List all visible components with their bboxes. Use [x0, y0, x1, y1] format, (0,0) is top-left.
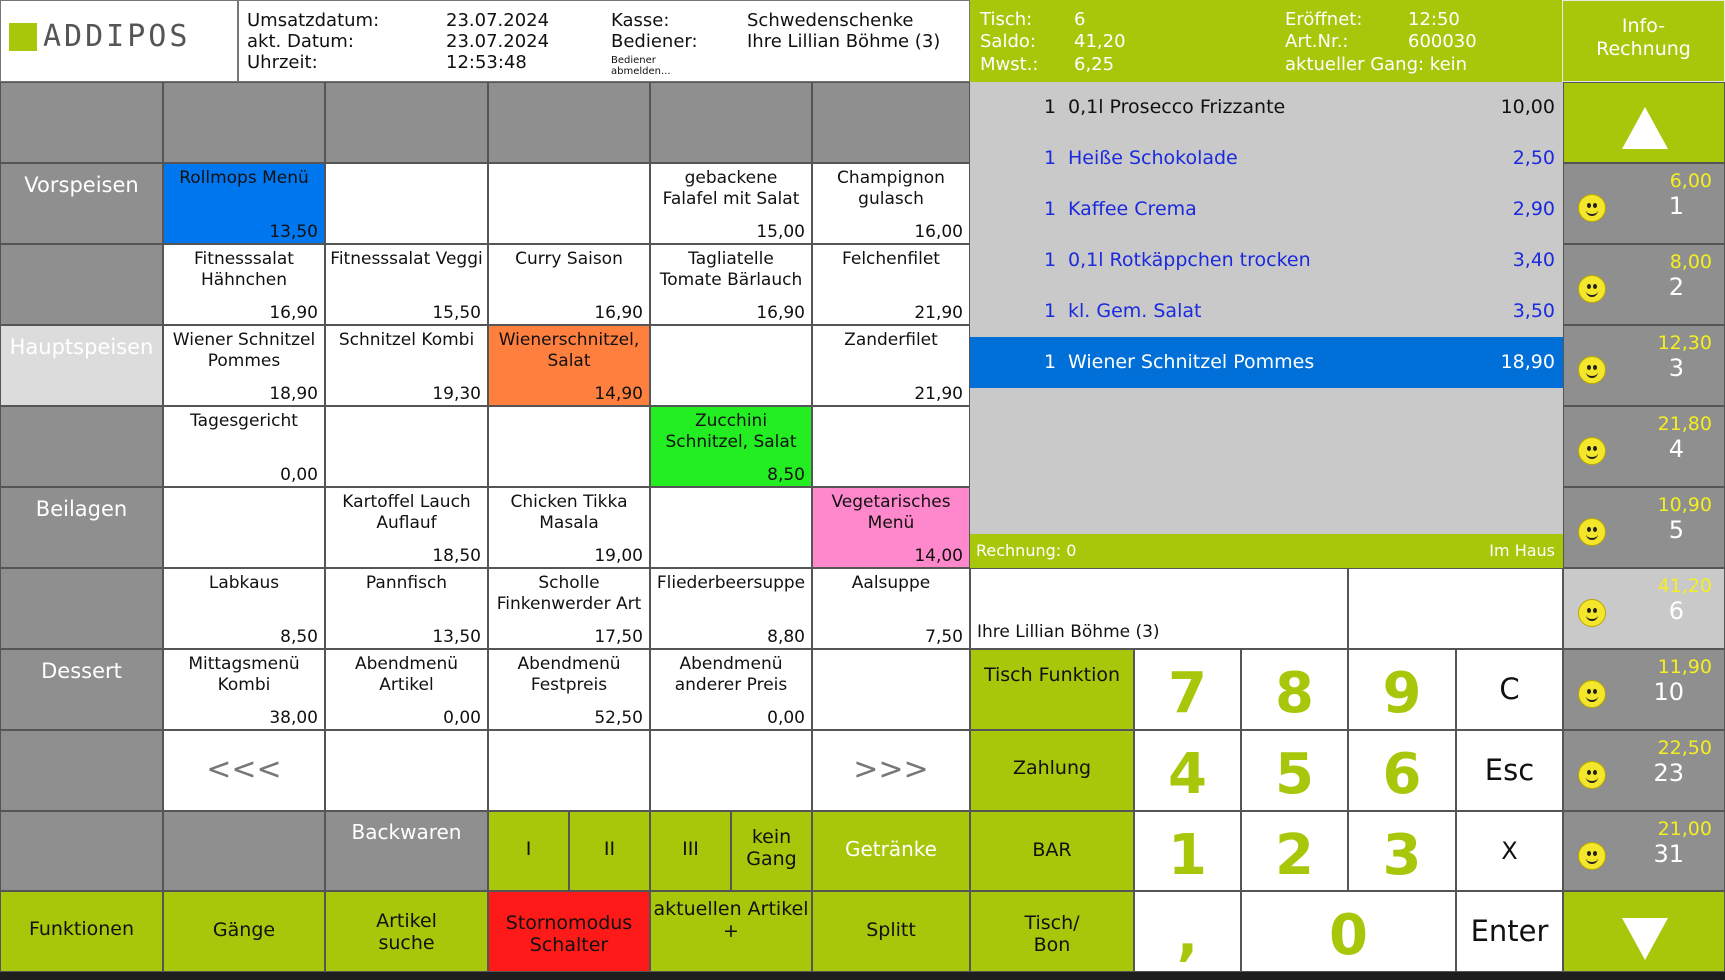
im-haus-label: Im Haus [1489, 541, 1555, 560]
article-name: Vegetarisches Menü [831, 492, 951, 533]
category-dessert[interactable] [0, 649, 163, 730]
order-price: 3,40 [1512, 249, 1555, 271]
funktionen-button[interactable] [0, 891, 163, 972]
table-tab[interactable] [1563, 325, 1725, 406]
category-label: Beilagen [35, 497, 128, 521]
order-status-bar [970, 534, 1563, 568]
order-name: 0,1l Rotkäppchen trocken [1068, 249, 1311, 271]
key-4-label: 4 [1168, 742, 1207, 807]
smiley-mouth [1586, 775, 1598, 783]
article-button[interactable] [812, 649, 970, 730]
addipos-logo [0, 0, 238, 82]
category-empty [0, 244, 163, 325]
smiley-mouth [1586, 289, 1598, 297]
tisch-bon-label: Tisch/ Bon [1024, 912, 1080, 956]
splitt-label: Splitt [866, 919, 916, 941]
table-number: 4 [1668, 435, 1684, 463]
backwaren-button[interactable] [325, 811, 488, 891]
article-name: Fliederbeersuppe [656, 573, 806, 593]
arrow-up-icon [1564, 83, 1725, 164]
category-hauptspeisen[interactable] [0, 325, 163, 406]
article-price: 7,50 [925, 627, 963, 647]
key-comma[interactable] [1134, 891, 1241, 972]
article-name: Tagliatelle Tomate Bärlauch [659, 249, 803, 290]
article-button[interactable] [650, 568, 812, 649]
artnr-value: 600030 [1408, 31, 1477, 52]
article-price: 17,50 [594, 627, 643, 647]
smiley-icon [1578, 437, 1606, 465]
table-amount: 10,90 [1657, 494, 1712, 516]
tisch-value: 6 [1074, 9, 1086, 30]
category-empty [0, 82, 163, 163]
logo-text: ADDIPOS [43, 19, 191, 54]
table-number: 1 [1668, 192, 1684, 220]
key-c[interactable] [1456, 649, 1563, 730]
table-tab[interactable] [1563, 730, 1725, 811]
bottom-empty [163, 811, 325, 891]
input-display [1348, 568, 1563, 649]
smiley-mouth [1586, 451, 1598, 459]
article-button[interactable] [812, 244, 970, 325]
article-name: Champignon gulasch [837, 168, 945, 209]
category-empty [0, 730, 163, 811]
tisch-funktion-button[interactable] [970, 649, 1134, 730]
smiley-icon [1578, 356, 1606, 384]
table-tab[interactable] [1563, 244, 1725, 325]
key-comma-label: , [1176, 903, 1199, 968]
order-name: Heiße Schokolade [1068, 147, 1238, 169]
article-button[interactable] [488, 406, 650, 487]
key-esc[interactable] [1456, 730, 1563, 811]
splitt-button[interactable] [812, 891, 970, 972]
grid-header-cell [163, 82, 325, 163]
aktuellen-artikel-button[interactable] [650, 891, 812, 972]
article-name: Kartoffel Lauch Auflauf [342, 492, 471, 533]
smiley-icon [1578, 761, 1606, 789]
order-list[interactable] [970, 82, 1563, 534]
article-name: Felchenfilet [842, 249, 940, 269]
key-4[interactable] [1134, 730, 1241, 811]
article-name: Abendmenü Artikel [354, 654, 458, 695]
gaenge-button[interactable] [163, 891, 325, 972]
order-price: 2,90 [1512, 198, 1555, 220]
article-name: Scholle Finkenwerder Art [496, 573, 642, 614]
uhrzeit-label: Uhrzeit: [247, 52, 318, 73]
aktuellen-artikel-label: aktuellen Artikel + [653, 898, 809, 942]
article-name: Fitnesssalat Veggi [330, 249, 483, 269]
smiley-icon [1578, 275, 1606, 303]
arrow-down-icon [1564, 892, 1725, 973]
gaenge-label: Gänge [212, 919, 276, 941]
tisch-funktion-label: Tisch Funktion [983, 664, 1121, 686]
next-page-label: >>> [853, 752, 929, 787]
key-9[interactable] [1348, 649, 1456, 730]
article-button[interactable] [650, 649, 812, 730]
article-name: Abendmenü Festpreis [517, 654, 621, 695]
scroll-up-button[interactable] [1563, 82, 1725, 163]
key-0[interactable] [1241, 891, 1456, 972]
article-button[interactable] [650, 487, 812, 568]
kein-gang-button[interactable] [731, 811, 812, 891]
kasse-label: Kasse: [611, 10, 670, 31]
rechnung-label: Rechnung: 0 [976, 541, 1077, 560]
article-button[interactable] [163, 568, 325, 649]
key-3-label: 3 [1382, 823, 1422, 888]
scroll-down-button[interactable] [1563, 891, 1725, 972]
logo-mark-icon [9, 23, 37, 51]
article-price: 16,90 [594, 303, 643, 323]
article-price: 19,00 [594, 546, 643, 566]
order-price: 10,00 [1500, 96, 1555, 118]
order-price: 3,50 [1512, 300, 1555, 322]
empty-cell [650, 730, 812, 811]
table-tab[interactable] [1563, 163, 1725, 244]
gang-1-button[interactable] [488, 811, 569, 891]
order-name: kl. Gem. Salat [1068, 300, 1202, 322]
article-price: 16,00 [914, 222, 963, 242]
article-name: Aalsuppe [851, 573, 931, 593]
smiley-icon [1578, 194, 1606, 222]
table-amount: 8,00 [1669, 251, 1712, 273]
table-amount: 12,30 [1657, 332, 1712, 354]
mwst-label: Mwst.: [980, 54, 1039, 75]
article-button[interactable] [812, 325, 970, 406]
key-7-label: 7 [1168, 661, 1207, 726]
article-price: 14,00 [914, 546, 963, 566]
smiley-mouth [1586, 613, 1598, 621]
article-name: Wienerschnitzel, Salat [498, 330, 640, 371]
grid-header-cell [325, 82, 488, 163]
order-name: Wiener Schnitzel Pommes [1068, 351, 1315, 373]
grid-header-cell [488, 82, 650, 163]
article-price: 19,30 [432, 384, 481, 404]
tisch-label: Tisch: [980, 9, 1033, 30]
funktionen-label: Funktionen [28, 918, 135, 940]
article-button[interactable] [325, 163, 488, 244]
gang-3-label: III [682, 838, 699, 860]
table-tab[interactable] [1563, 811, 1725, 891]
table-amount: 11,90 [1657, 656, 1712, 678]
article-button[interactable] [650, 163, 812, 244]
grid-header-cell [812, 82, 970, 163]
order-row[interactable] [970, 337, 1563, 388]
key-x-label: X [1501, 837, 1518, 865]
zahlung-button[interactable] [970, 730, 1134, 811]
tisch-bon-button[interactable] [970, 891, 1134, 972]
key-c-label: C [1499, 672, 1520, 706]
article-price: 15,50 [432, 303, 481, 323]
article-price: 13,50 [269, 222, 318, 242]
saldo-label: Saldo: [980, 31, 1036, 52]
key-5[interactable] [1241, 730, 1348, 811]
order-row[interactable] [970, 286, 1563, 337]
table-tab[interactable] [1563, 649, 1725, 730]
gang-1-label: I [525, 838, 532, 860]
empty-cell [325, 730, 488, 811]
category-empty [0, 406, 163, 487]
article-price: 18,90 [269, 384, 318, 404]
article-button[interactable] [325, 649, 488, 730]
order-price: 2,50 [1512, 147, 1555, 169]
akt-datum-label: akt. Datum: [247, 31, 354, 52]
article-button[interactable] [163, 244, 325, 325]
article-button[interactable] [488, 244, 650, 325]
order-qty: 1 [1044, 96, 1057, 118]
article-price: 0,00 [767, 708, 805, 728]
smiley-mouth [1586, 370, 1598, 378]
article-name: Abendmenü anderer Preis [674, 654, 788, 695]
category-vorspeisen[interactable] [0, 163, 163, 244]
bediener-abmelden-link[interactable]: Bediener abmelden... [611, 55, 671, 77]
article-price: 8,50 [767, 465, 805, 485]
article-name: Rollmops Menü [179, 168, 309, 188]
article-name: Labkaus [208, 573, 280, 593]
kein-gang-label: kein Gang [746, 826, 797, 870]
eroeffnet-label: Eröffnet: [1285, 9, 1363, 30]
article-button[interactable] [650, 325, 812, 406]
info-rechnung-label: Info- Rechnung [1596, 15, 1691, 60]
article-button[interactable] [163, 649, 325, 730]
bediener-value: Ihre Lillian Böhme (3) [747, 31, 941, 52]
article-price: 14,90 [594, 384, 643, 404]
info-rechnung-button[interactable] [1562, 0, 1725, 82]
article-button[interactable] [488, 568, 650, 649]
key-2[interactable] [1241, 811, 1348, 891]
table-number: 3 [1668, 354, 1684, 382]
order-row[interactable] [970, 133, 1563, 184]
smiley-mouth [1586, 694, 1598, 702]
uhrzeit-value: 12:53:48 [446, 52, 527, 73]
table-tab[interactable] [1563, 568, 1725, 649]
table-number: 31 [1653, 840, 1684, 868]
table-info-panel [970, 0, 1562, 82]
umsatzdatum-label: Umsatzdatum: [247, 10, 380, 31]
backwaren-label: Backwaren [351, 820, 462, 844]
article-name: Tagesgericht [190, 411, 298, 431]
article-button[interactable] [488, 325, 650, 406]
smiley-icon [1578, 518, 1606, 546]
key-x[interactable] [1456, 811, 1563, 891]
key-7[interactable] [1134, 649, 1241, 730]
smiley-mouth [1586, 856, 1598, 864]
key-8-label: 8 [1275, 661, 1314, 726]
table-number: 5 [1668, 516, 1684, 544]
key-3[interactable] [1348, 811, 1456, 891]
order-name: 0,1l Prosecco Frizzante [1068, 96, 1286, 118]
session-info-panel [238, 0, 970, 82]
order-qty: 1 [1044, 300, 1057, 322]
article-name: Fitnesssalat Hähnchen [194, 249, 294, 290]
table-amount: 41,20 [1657, 575, 1712, 597]
article-button[interactable] [488, 487, 650, 568]
order-qty: 1 [1044, 147, 1057, 169]
kasse-value: Schwedenschenke [747, 10, 914, 31]
next-page-button[interactable] [812, 730, 970, 811]
order-row[interactable] [970, 235, 1563, 286]
key-0-label: 0 [1329, 903, 1368, 968]
category-empty [0, 568, 163, 649]
table-amount: 22,50 [1657, 737, 1712, 759]
table-amount: 21,00 [1657, 818, 1712, 840]
key-8[interactable] [1241, 649, 1348, 730]
smiley-icon [1578, 599, 1606, 627]
key-1-label: 1 [1168, 823, 1207, 888]
article-price: 13,50 [432, 627, 481, 647]
article-button[interactable] [325, 244, 488, 325]
artikel-suche-button[interactable] [325, 891, 488, 972]
bottom-empty [0, 811, 163, 891]
order-price: 18,90 [1500, 351, 1555, 373]
article-button[interactable] [163, 406, 325, 487]
article-button[interactable] [488, 163, 650, 244]
article-button[interactable] [325, 568, 488, 649]
stornomodus-label: Stornomodus Schalter [505, 912, 633, 956]
article-button[interactable] [812, 406, 970, 487]
grid-header-cell [650, 82, 812, 163]
waiter-display [970, 568, 1348, 649]
article-button[interactable] [325, 406, 488, 487]
order-qty: 1 [1044, 351, 1057, 373]
table-number: 10 [1653, 678, 1684, 706]
key-2-label: 2 [1275, 823, 1314, 888]
prev-page-button[interactable] [163, 730, 325, 811]
article-price: 15,00 [756, 222, 805, 242]
order-qty: 1 [1044, 198, 1057, 220]
key-esc-label: Esc [1484, 753, 1535, 787]
article-name: Pannfisch [365, 573, 448, 593]
key-5-label: 5 [1275, 742, 1314, 807]
order-row[interactable] [970, 184, 1563, 235]
order-qty: 1 [1044, 249, 1057, 271]
bediener-label: Bediener: [611, 31, 698, 52]
article-button[interactable] [812, 487, 970, 568]
article-price: 8,50 [280, 627, 318, 647]
article-price: 0,00 [280, 465, 318, 485]
category-label: Vorspeisen [24, 173, 139, 197]
article-button[interactable] [163, 163, 325, 244]
key-enter-label: Enter [1470, 914, 1549, 948]
article-name: Schnitzel Kombi [338, 330, 475, 350]
article-name: Zucchini Schnitzel, Salat [665, 411, 797, 452]
article-price: 52,50 [594, 708, 643, 728]
article-button[interactable] [163, 325, 325, 406]
article-button[interactable] [325, 325, 488, 406]
saldo-value: 41,20 [1074, 31, 1126, 52]
article-name: Chicken Tikka Masala [510, 492, 628, 533]
article-price: 16,90 [756, 303, 805, 323]
artnr-label: Art.Nr.: [1285, 31, 1349, 52]
smiley-mouth [1586, 532, 1598, 540]
key-6[interactable] [1348, 730, 1456, 811]
akt-datum-value: 23.07.2024 [446, 31, 550, 52]
article-button[interactable] [812, 568, 970, 649]
article-button[interactable] [812, 163, 970, 244]
umsatzdatum-value: 23.07.2024 [446, 10, 550, 31]
category-label: Hauptspeisen [9, 335, 154, 359]
mwst-value: 6,25 [1074, 54, 1115, 75]
gang-2-button[interactable] [569, 811, 650, 891]
getraenke-label: Getränke [845, 837, 937, 861]
article-name: Curry Saison [515, 249, 623, 269]
article-button[interactable] [325, 487, 488, 568]
gang-2-label: II [603, 838, 616, 860]
key-1[interactable] [1134, 811, 1241, 891]
article-price: 18,50 [432, 546, 481, 566]
zahlung-label: Zahlung [1012, 757, 1092, 779]
category-label: Dessert [41, 659, 122, 683]
eroeffnet-value: 12:50 [1408, 9, 1460, 30]
table-tab[interactable] [1563, 406, 1725, 487]
aktueller-gang-text: aktueller Gang: kein [1285, 54, 1468, 75]
smiley-mouth [1586, 208, 1598, 216]
bar-label: BAR [1032, 839, 1072, 861]
order-row[interactable] [970, 82, 1563, 133]
stornomodus-button[interactable] [488, 891, 650, 972]
gang-3-button[interactable] [650, 811, 731, 891]
waiter-name: Ihre Lillian Böhme (3) [977, 622, 1160, 642]
article-button[interactable] [650, 244, 812, 325]
article-price: 8,80 [767, 627, 805, 647]
table-number: 2 [1668, 273, 1684, 301]
article-button[interactable] [488, 649, 650, 730]
key-enter[interactable] [1456, 891, 1563, 972]
key-9-label: 9 [1382, 661, 1422, 726]
table-tab[interactable] [1563, 487, 1725, 568]
category-beilagen[interactable] [0, 487, 163, 568]
article-price: 38,00 [269, 708, 318, 728]
article-price: 0,00 [443, 708, 481, 728]
article-price: 16,90 [269, 303, 318, 323]
smiley-icon [1578, 680, 1606, 708]
prev-page-label: <<< [206, 752, 282, 787]
article-name: Wiener Schnitzel Pommes [172, 330, 316, 371]
article-name: gebackene Falafel mit Salat [662, 168, 800, 209]
table-number: 23 [1653, 759, 1684, 787]
empty-cell [488, 730, 650, 811]
smiley-icon [1578, 842, 1606, 870]
order-name: Kaffee Crema [1068, 198, 1197, 220]
article-name: Zanderfilet [844, 330, 938, 350]
table-number: 6 [1668, 597, 1684, 625]
bar-button[interactable] [970, 811, 1134, 891]
article-price: 21,90 [914, 303, 963, 323]
table-amount: 6,00 [1669, 170, 1712, 192]
article-name: Mittagsmenü Kombi [188, 654, 300, 695]
key-6-label: 6 [1382, 742, 1422, 807]
artikel-suche-label: Artikel suche [376, 910, 437, 954]
article-price: 21,90 [914, 384, 963, 404]
article-button[interactable] [650, 406, 812, 487]
table-amount: 21,80 [1657, 413, 1712, 435]
article-button[interactable] [163, 487, 325, 568]
getraenke-button[interactable] [812, 811, 970, 891]
